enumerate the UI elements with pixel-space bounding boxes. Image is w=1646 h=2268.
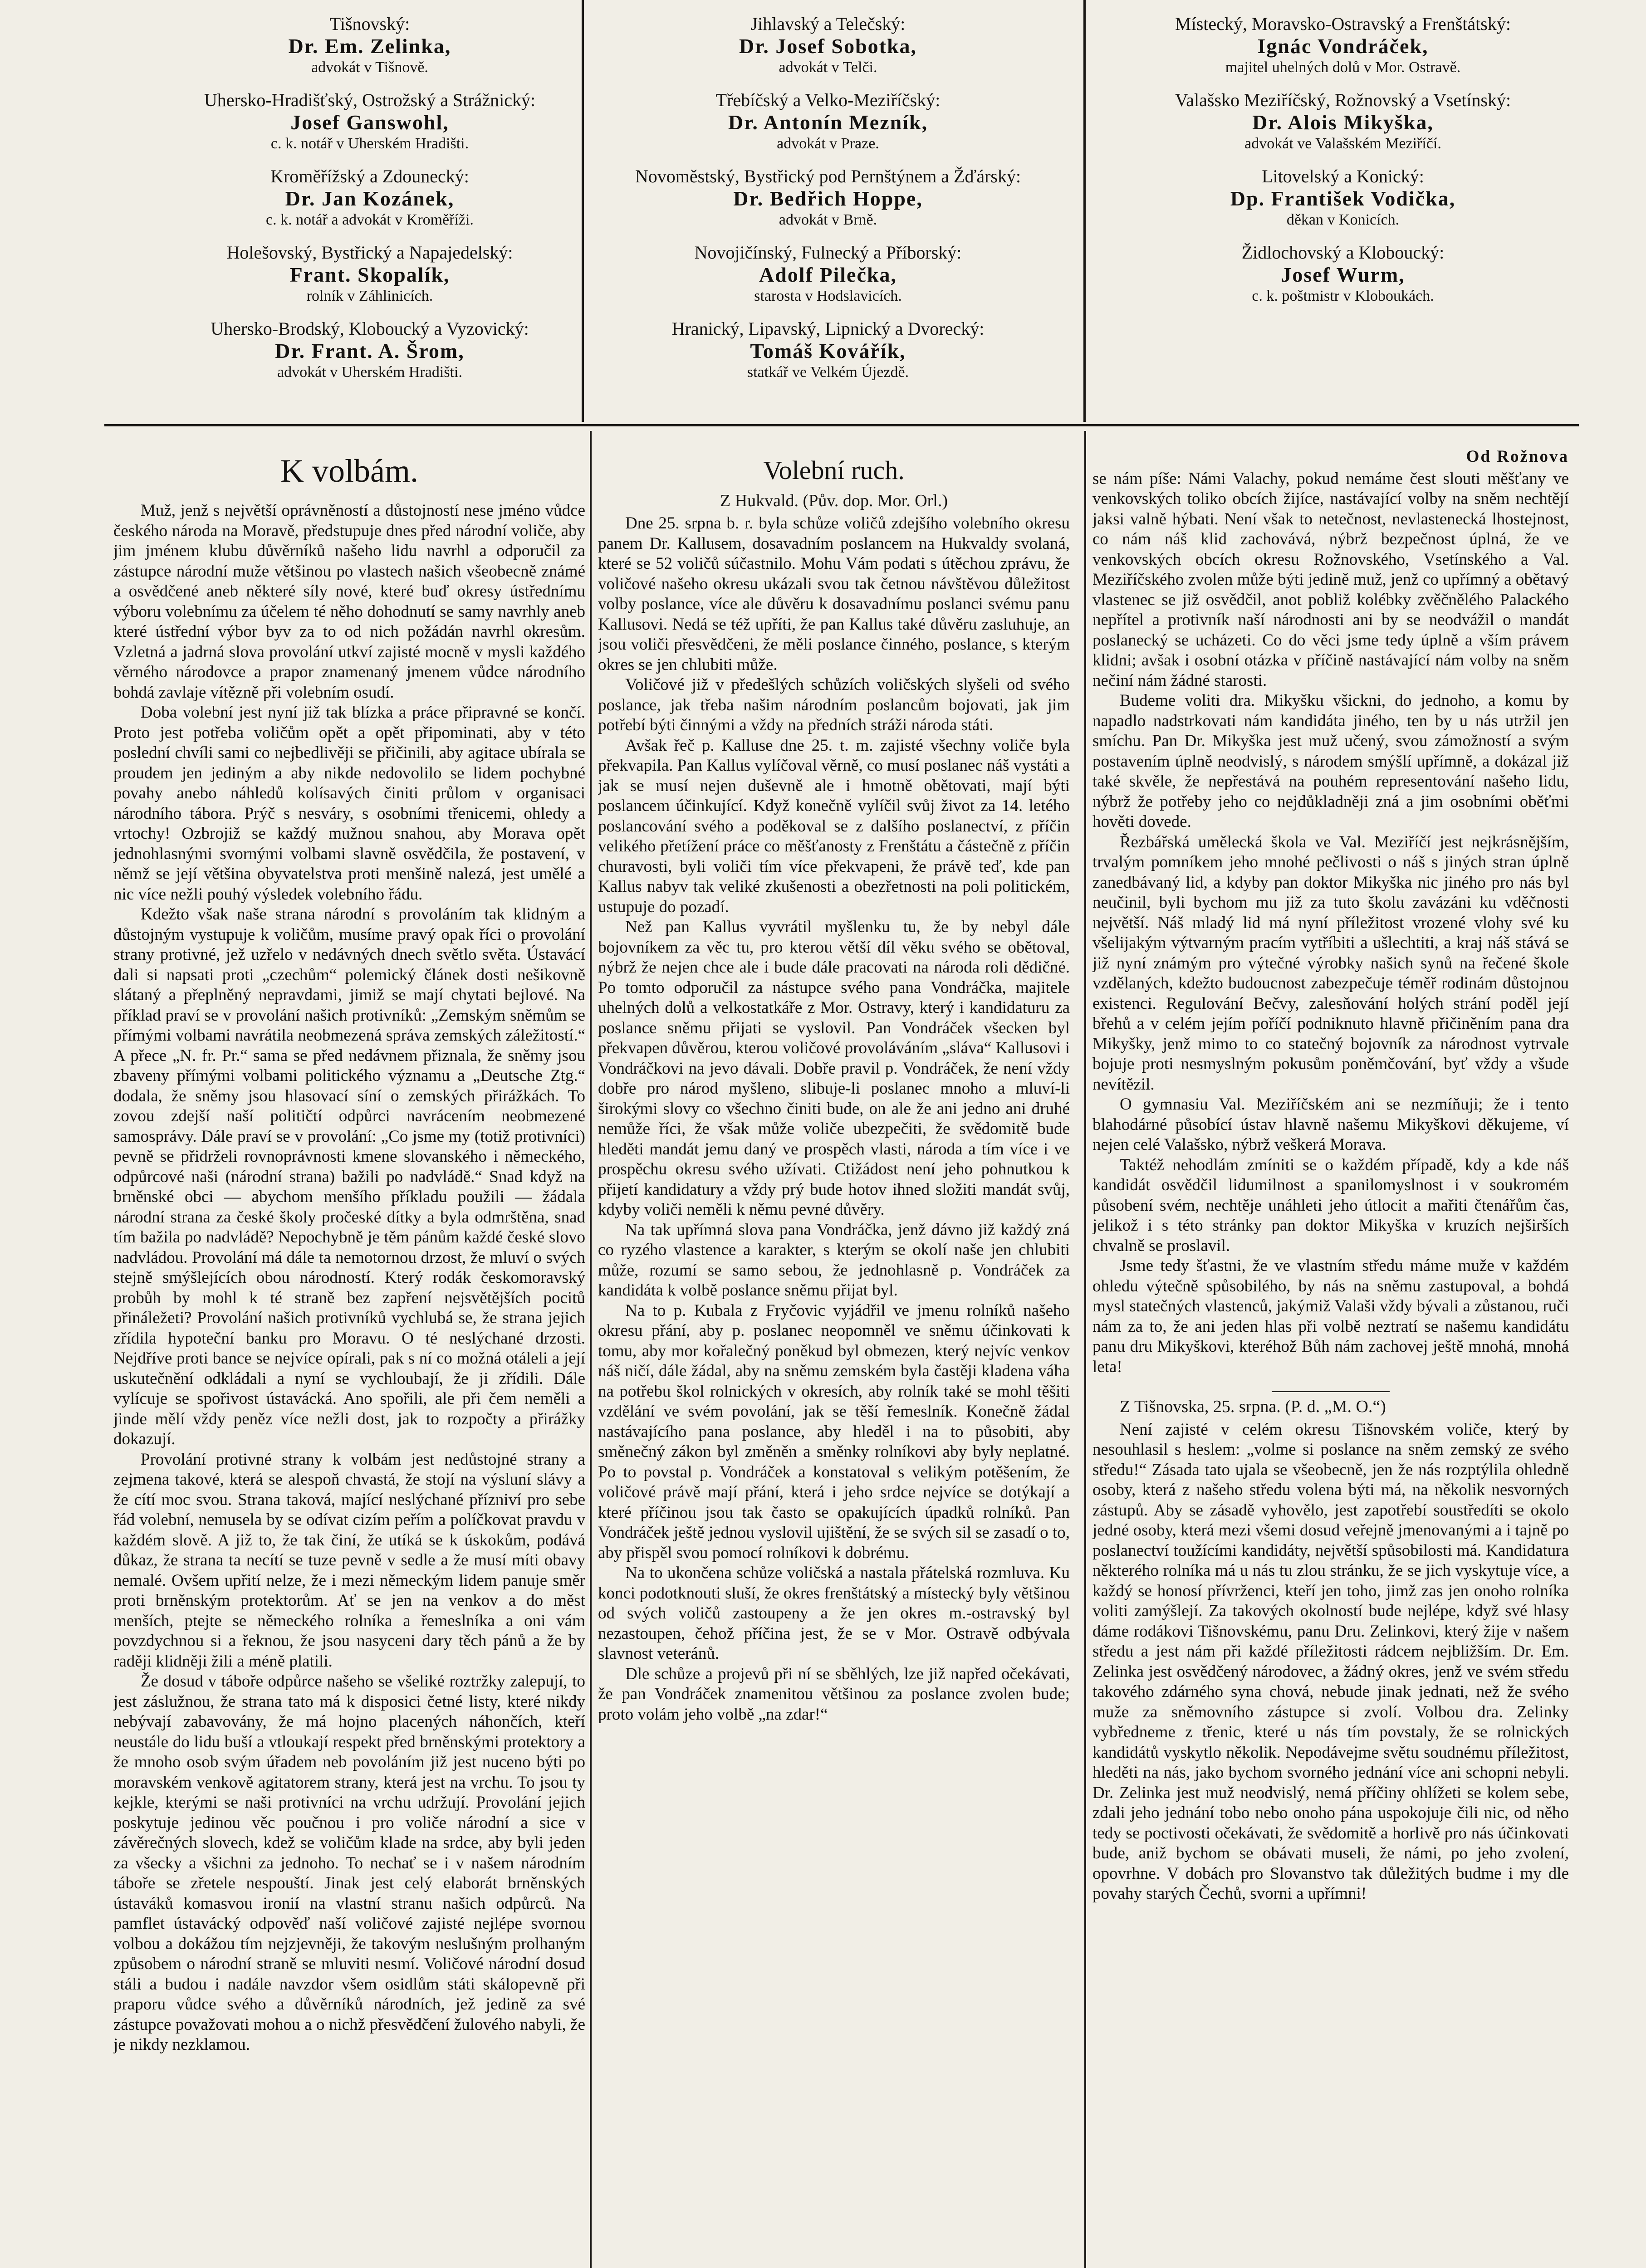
article-heading-k-volbam: K volbám. xyxy=(280,453,418,489)
article-paragraph: Řezbářská umělecká škola ve Val. Meziříčí jest nejkrásnějším, trvalým pomníkem jeho mnohé pečlivosti o náš s jiných stran úplně zanedbávaný lid, a kdyby pan doktor Mikyška nic jiného pro nás byl neučinil, byli bychom mu již za tuto školu zavázáni ku vděčnosti největší. Náš mladý lid má nyní příležitost vrozené vlohy své ku všelijakým výtvarným pracím vytříbiti a ušlechtiti, a kraj náš stává se již nyní známým pro výtečné výrobky našich synů na řečené škole vzdělaných, kdežto budoucnost zabezpečuje téměř rodinám důstojnou existenci. Regulování Bečvy, zalesňování holých strání poděl její břehů a v celém jejím poříčí podniknuto hlavně přičiněním pana dra Mikyšky, jenž mimo to co statečný bojovník za národnost vytrvale bojuje proti nesmyslným pokusům poněmčování, byť vždy a všude nevítězil. xyxy=(1092,832,1569,1094)
candidate-name: Dr. Bedřich Hoppe, xyxy=(733,186,923,210)
district-label: Tišnovský: xyxy=(329,14,410,34)
candidate-entry xyxy=(572,14,1084,76)
candidate-entry xyxy=(113,90,626,152)
candidate-entry xyxy=(1080,14,1606,76)
candidate-role: majitel uhelných dolů v Mor. Ostravě. xyxy=(1225,59,1461,76)
candidate-name: Dr. Frant. A. Šrom, xyxy=(275,339,465,362)
district-label: Litovelský a Konický: xyxy=(1262,166,1424,186)
candidate-role: statkář ve Velkém Újezdě. xyxy=(747,363,909,381)
candidate-role: advokát v Uherském Hradišti. xyxy=(277,363,462,381)
district-label: Uhersko-Brodský, Kloboucký a Vyzovický: xyxy=(211,318,529,339)
article-paragraph: Avšak řeč p. Kalluse dne 25. t. m. zajisté všechny voliče byla překvapila. Pan Kallus vylíčoval věrně, co musí poslanec náš vystáti a jak se musí nejen duševně ale i hmotně obětovati, mají býti poslancem účinkující. Když konečně vylíčil svůj život za 14. letého poslancování svého a poděkoval se z dalšího poslanectví, z příčin velikého přetížení práce co měšťanosty z Frenštátu a částečně z příčin churavosti, byli voliči tím více překvapeni, že právě teď, kde pan Kallus nabyv tak veliké zkušenosti a obezřetnosti na poli politickém, ustupuje do pozadí. xyxy=(598,736,1070,916)
candidate-name: Dr. Josef Sobotka, xyxy=(739,34,917,58)
district-label: Hranický, Lipavský, Lipnický a Dvorecký: xyxy=(671,318,985,339)
candidate-role: c. k. notář v Uherském Hradišti. xyxy=(270,135,469,152)
article-column-2 xyxy=(598,447,1070,2268)
article-paragraph: Taktéž nehodlám zmíniti se o každém případě, kdy a kde náš kandidát osvědčil lidumilnost a spanilomyslnost i v soukromém působení svém, nechtěje unáhleti jeho útlocit a mařiti čtenářům čas, jelikož i s této stránky pan doktor Mikyška v kruzích nejširších chvalně se proslavil. xyxy=(1092,1155,1569,1255)
article-paragraph: Budeme voliti dra. Mikyšku všickni, do jednoho, a komu by napadlo nadstrkovati nám kandidáta jiného, ten by u nás utržil jen smíchu. Pan Dr. Mikyška jest muž učený, svou zámožností a svým postavením úplně neodvislý, s národem smýšlí upřímně, a dokázal již také skvěle, že nepřestává na pouhém representování našeho lidu, nýbrž že potřeby jeho co nejdůkladněji zná a jim osobními oběťmi hověti dovede. xyxy=(1092,691,1569,831)
candidate-role: advokát v Brně. xyxy=(779,211,877,228)
candidate-name: Frant. Skopalík, xyxy=(289,263,450,286)
article-column-3 xyxy=(1092,447,1569,2268)
article-paragraph: Na to p. Kubala z Fryčovic vyjádřil ve jmenu rolníků našeho okresu přání, aby p. poslanec neopomněl ve sněmu účinkovati k tomu, aby mor kořalečný poněkud byl obmezen, který nejvíc venkov náš ničí, dále žádal, aby na sněmu zemském byla častěji kladena váha na potřebu škol rolnických v okresích, aby rolník také se mohl těšiti vzdělání ve svém povolání, jak se těší řemeslník. Konečně žádal nastávajícího pana poslance, aby hleděl i na to působiti, aby směnečný zákon byl změněn a směnky rolníkovi aby byly neplatné. Po to povstal p. Vondráček a konstatoval s velikým potěšením, že voličové právě mají přání, která i jeho srdce nejvíce se dotýkají a které příčinou jsou tak často se opakujících úpadků rolníků. Pan Vondráček ještě jednou vyslovil ujištění, že se svých sil se zasadí o to, aby přispěl svou pomocí rolníkovi k dobrému. xyxy=(598,1301,1070,1562)
candidate-role: c. k. poštmistr v Kloboukách. xyxy=(1252,287,1434,304)
dateline-tisnovsko: Z Tišnovska, 25. srpna. (P. d. „M. O.“) xyxy=(1120,1397,1386,1416)
candidate-entry xyxy=(1080,166,1606,229)
candidate-role: advokát v Telči. xyxy=(779,59,877,76)
district-label: Valašsko Meziříčský, Rožnovský a Vsetínský: xyxy=(1175,89,1511,110)
dateline-roznov: Od Rožnova xyxy=(1466,447,1569,466)
candidate-role: starosta v Hodslavicích. xyxy=(754,287,902,304)
article-paragraph: se nám píše: Námi Valachy, pokud nemáme čest slouti měšťany ve venkovských toliko obcích žijíce, nastávající volby na sněm nechtějí jaksi valně hýbati. Není však to netečnost, nevlastenecká lhostejnost, co nám náš klid zachovává, nýbrž bezpečnost úplná, že ve venkovských obcích okresu Rožnovského, Vsetínského a Val. Meziříčského zvolen může býti jedině muž, jenž co upřímný a obětavý vlastenec se již osvědčil, anot pobliž kolébky zvěčnělého Palackého nepřítel a protivník naší národnosti ani by se neodvážil o mandát poslanecký se ucházeti. Co do věci jsme tedy úplně a vším právem klidni; avšak i osobní otázka v příčině nastávající nám volby na sněm nečiní nám žádné starosti. xyxy=(1092,469,1569,690)
district-label: Místecký, Moravsko-Ostravský a Frenštátský: xyxy=(1175,14,1511,34)
header-bottom-rule xyxy=(104,424,1579,426)
candidate-column-3 xyxy=(1080,14,1606,318)
article-column-1 xyxy=(113,447,585,2268)
candidate-role: advokát v Praze. xyxy=(777,135,879,152)
candidate-entry xyxy=(113,166,626,229)
district-label: Holešovský, Bystřický a Napajedelský: xyxy=(226,242,513,263)
district-label: Jihlavský a Telečský: xyxy=(750,14,906,34)
candidate-name: Dr. Alois Mikyška, xyxy=(1252,110,1434,134)
candidate-name: Dr. Em. Zelinka, xyxy=(288,34,451,58)
candidate-entry xyxy=(1080,242,1606,305)
candidate-entry xyxy=(572,242,1084,305)
body-column-rule-1 xyxy=(590,431,592,2268)
candidate-name: Josef Wurm, xyxy=(1281,263,1405,286)
article-paragraph: Než pan Kallus vyvrátil myšlenku tu, že by nebyl dále bojovníkem za věc tu, pro kterou větší díl věku svého se obětoval, nýbrž že nejen chce ale i bude dále pracovati na národa roli dědičné. Po tomto odporučil za nástupce svého pana Vondráčka, majitele uhelných dolů a velkostatkáře z Mor. Ostravy, který i kandidaturu za poslance sněmu přijati se vyslovil. Pan Vondráček všecken byl překvapen důvěrou, kterou voličové provoláváním „sláva“ Kallusovi i Vondráčkovi na jevo dávali. Dobře pravil p. Vondráček, že není vždy dobře pro národ myšleno, slibuje-li poslanec mnoho a mluví-li širokými slovy co všechno činiti bude, on ale že ani jedno ani druhé nemůže říci, že však může voliče ubezpečiti, že svědomitě bude hleděti mandát jemu daný ve prospěch vlasti, národa a tím více i ve prospěchu okresu svého užívati. Ctižádost není jeho pohnutkou k přijetí kandidatury a vždy prý bude hotov ihned složiti mandát svůj, kdyby voliči neměli k němu pevné důvěry. xyxy=(598,918,1070,1219)
candidate-role: c. k. notář a advokát v Kroměříži. xyxy=(266,211,474,228)
candidate-column-2 xyxy=(572,14,1084,395)
candidate-entry xyxy=(113,242,626,305)
district-label: Kroměřížský a Zdounecký: xyxy=(270,166,469,186)
district-label: Židlochovský a Kloboucký: xyxy=(1241,242,1445,263)
article-paragraph: O gymnasiu Val. Meziříčském ani se nezmíňuji; že i tento blahodárné působící ústav hlavně našemu Mikyškovi děkujeme, ví nejen celé Valašsko, nýbrž veškerá Morava. xyxy=(1092,1095,1569,1154)
dateline-hukvaldy: Z Hukvald. (Pův. dop. Mor. Orl.) xyxy=(720,491,948,510)
district-label: Novoměstský, Bystřický pod Pernštýnem a Žďárský: xyxy=(635,166,1021,186)
candidate-name: Adolf Pilečka, xyxy=(759,263,897,286)
candidate-role: rolník v Záhlinicích. xyxy=(306,287,433,304)
candidate-column-1 xyxy=(113,14,626,395)
candidate-entry xyxy=(113,14,626,76)
candidate-name: Ignác Vondráček, xyxy=(1257,34,1429,58)
article-paragraph: Není zajisté v celém okresu Tišnovském voliče, který by nesouhlasil s heslem: „volme si poslance na sněm zemský ze svého středu!“ Zásada tato ujala se všeobecně, jen že nás rozptýlila ohledně osoby, která z našeho středu volena býti má, na několik nesvorných zástupů. Aby se zásadě vyhovělo, jest zapotřebí soustředíti se okolo jedné osoby, která mezi všemi dosud veřejně jmenovanými a i tajně po poslanectví toužícími kandidáty, největší spůsobilosti má. Kandidatura některého rolníka má u nás tu zlou stránku, že se jich vyskytuje více, a každý se honosí přívrženci, kteří jen toho, jimž zas jen onoho rolníka voliti zamýšlejí. Za takových okolností bude nejlépe, když své hlasy dáme rodákovi Tišnovskému, panu Dru. Zelinkovi, který žije v našem středu a jest nám při každé příležitosti rádcem nejbližším. Dr. Em. Zelinka jest osvědčený národovec, a žádný okres, jenž ve svém středu takového zdárného syna chová, nebude jinak jednati, než že svého muže za sněmovního zástupce si zvolí. Volbou dra. Zelinky vybředneme z třenic, které u nás tím povstaly, že se rolnických kandidátů vyskytlo několik. Nepodávejme světu soudnému příležitost, hleděti na nás, jako bychom svorného jednání více ani schopni nebyli. Dr. Zelinka jest muž neodvislý, nemá příčiny ohlížeti se kolem sebe, zdali jeho jednání tobo nebo onoho pána uspokojuje čili nic, od něho tedy se poctivosti očekávati, že svědomitě a horlivě pro nás účinkovati bude, aniž bychom se obávati museli, že námi, po jeho zvolení, opovrhne. V dobách pro Slovanstvo tak důležitých budme i my dle povahy starých Čechů, svorni a upřímni! xyxy=(1092,1420,1569,1903)
article-paragraph: Jsme tedy šťastni, že ve vlastním středu máme muže v každém ohledu výtečně spůsobilého, by nás na sněmu zastupoval, a bohdá mysl statečných vlastenců, jakýmiž Valaši vždy bývali a zůstanou, ruči nám za to, že ani jeden hlas při volbě neztratí se našemu kandidátu panu dru Mikyškovi, kteréhož Bůh nám zachovej ještě mnohá, mnohá leta! xyxy=(1092,1256,1569,1376)
article-paragraph: Že dosud v táboře odpůrce našeho se všeliké roztržky zalepují, to jest záslužnou, že strana tato má k disposici četné listy, které nikdy nebývají zabavovány, že má hojno placených náhončích, kteří neustále do lidu buší a vtloukají respekt před brněnskými protektory a že mnoho osob svým úřadem neb povoláním již jest nuceno býti po moravském venkově agitatorem strany, která jest na vrchu. To jsou ty kejkle, kterými se naši protivníci na vrchu udržují. Provolání jejich poskytuje jedinou věc poučnou i pro voliče národní a sice v závěrečných slovech, kdež se voličům klade na srdce, aby byli jeden za všecky a všichni za jednoho. To nechať se i v našem národním táboře se zřetele nespouští. Jinak jest celý elaborát brněnských ústaváků komasvou ironií na vlastní stranu našich odpůrců. Na pamflet ústavácký odpověď naší voličové zajisté nejlépe svornou volbou a dokážou tím nejzjevněji, že takovým neslušným prolhaným způsobem o národní straně se mluviti nesmí. Voličové národní dosud stáli a budou i nadále navzdor všem osidlům státi skálopevně při praporu vůdce svého a důvěrníků národních, jež jedině za své zástupce považovati mohou a o nichž přesvědčení žulového nabyli, že je nikdy nezklamou. xyxy=(113,1672,585,2054)
article-paragraph: Dne 25. srpna b. r. byla schůze voličů zdejšího volebního okresu panem Dr. Kallusem, dosavadním poslancem na Hukvaldy svolaná, které se 52 voličů súčastnilo. Mohu Vám podati s útěchou zprávu, že voličové našeho okresu ukázali svou tak četnou návštěvou důležitost volby poslance, více ale důvěru k dosavadnímu poslanci svému panu Kallusovi. Nedá se též upříti, že pan Kallus také důvěru zasluhuje, an jsou voliči přesvědčeni, že měli poslance činného, poslance, s kterým okres se jen chlubiti může. xyxy=(598,514,1070,674)
candidate-role: advokát ve Valašském Meziříčí. xyxy=(1244,135,1441,152)
candidate-entry xyxy=(1080,90,1606,152)
district-label: Novojičínský, Fulnecký a Příborský: xyxy=(694,242,962,263)
article-heading-volebni-ruch: Volební ruch. xyxy=(763,455,905,485)
article-paragraph: Kdežto však naše strana národní s provoláním tak klidným a důstojným vystupuje k voličům, musíme pravý opak říci o provolání strany protivné, jež uzřelo v nedávných dnech světlo světa. Ústavácí dali si napsati proti „czechům“ polemický článek dosti nešikovně slátaný a přeplněný nepravdami, jimiž se mají chytati bejlové. Na příklad praví se v provolání našich protivníků: „Zemským sněmům se přímými volbami navrátila neobmezená správa zemských záležitostí.“ A přece „N. fr. Pr.“ sama se před nedávnem přiznala, že sněmy jsou zbaveny přímými volbami politického významu a „Deutsche Ztg.“ dodala, že sněmy jsou hlasovací síní o zemských přirážkách. To zovou zdejší naší političtí odpůrci navrácením neobmezené samosprávy. Dále praví se v provolání: „Co jsme my (totiž protivníci) pevně se přidrželi rovnoprávnosti kmene slovanského i německého, odpůrcové naši (národní strana) bažili po nadvládě.“ Snad když na brněnské obci — abychom menšího příkladu použili — žádala národní strana za české školy pročeské dítky a byla odmrštěna, snad tím bažila po nadvládě? Nepochybně je těm pánům každé české slovo nadvládou. Provolání má dále ta nemotornou drzost, že mluví o svých stejně smýšlejících obou národností. Který rodák českomoravský probůh by mohl k té straně bez zapření nejsvětějších pocitů přináležeti? Provolání našich protivníků vychlubá se, že strana jejich zřídila hypoteční banku pro Moravu. O té neslýchané drzosti. Nejdříve proti bance se nejvíce opírali, pak s ní co možná otáleli a její uskutečnění odkládali a nyní se vychloubají, že ji zřídili. Dále vylícuje se spořivost ústavácká. Ano spořili, ale při čem neměli a jinde mělí vždy peněz více nežli dost, jak to rozpočty a přirážky dokazují. xyxy=(113,905,585,1449)
article-paragraph: Provolání protivné strany k volbám jest nedůstojné strany a zejmena takové, která se alespoň chvastá, že stojí na výsluní slávy a že cítí moc svou. Strana taková, mající neslýchané přízniví pro sebe řád volební, nemusela by se odívat cizím peřím a políčkovat pravdu v každém slově. A již to, že tak činí, že utíká se k úskokům, podává důkaz, že strana ta necítí se tuze pevně v sedle a že musí míti obavy nemalé. Ovšem upřití nelze, že i mezi německým lidem panuje směr proti brněnským protektorům. Ať se jen na venkov a do měst menších, ptejte se německého rolníka a řemeslníka a oni vám povzdychnou si a řeknou, že jsou nasyceni dary těch pánů a že by raději klidněji žili a méně platili. xyxy=(113,1450,585,1671)
candidate-role: děkan v Konicích. xyxy=(1286,211,1400,228)
candidate-entry xyxy=(572,90,1084,152)
candidate-entry xyxy=(572,166,1084,229)
article-paragraph: Na tak upřímná slova pana Vondráčka, jenž dávno již každý zná co ryzého vlastence a karakter, s kterým se okolí naše jen chlubiti může, rozumí se samo sebou, že jednohlasně p. Vondráček za kandidáta k volbě poslance sněmu přijat byl. xyxy=(598,1220,1070,1300)
body-column-rule-2 xyxy=(1084,431,1086,2268)
section-divider xyxy=(1272,1391,1390,1392)
district-label: Uhersko-Hradišťský, Ostrožský a Strážnický: xyxy=(204,89,536,110)
article-paragraph: Na to ukončena schůze voličská a nastala přátelská rozmluva. Ku konci podotknouti sluší, že okres frenštátský a místecký byly většinou od svých voličů zastoupeny a že jen okres m.-ostravský byl nezastoupen, čehož příčina jest, že se v Mor. Ostravě odbývala slavnost veteránů. xyxy=(598,1564,1070,1663)
candidate-entry xyxy=(572,318,1084,381)
candidate-name: Tomáš Kovářík, xyxy=(750,339,906,362)
article-paragraph: Dle schůze a projevů při ní se sběhlých, lze již napřed očekávati, že pan Vondráček znamenitou většinou za poslance zvolen bude; proto volám jeho volbě „na zdar!“ xyxy=(598,1664,1070,1724)
candidate-name: Dr. Jan Kozánek, xyxy=(285,186,455,210)
candidate-name: Dr. Antonín Mezník, xyxy=(728,110,928,134)
candidate-role: advokát v Tišnově. xyxy=(311,59,428,76)
district-label: Třebíčský a Velko-Meziříčský: xyxy=(715,89,941,110)
candidate-name: Dp. František Vodička, xyxy=(1230,186,1456,210)
candidate-entry xyxy=(113,318,626,381)
article-paragraph: Doba volební jest nyní již tak blízka a práce připravné se končí. Proto jest potřeba voličům opět a opět připominati, aby v této poslední chvíli sami co nejbedlivěji se přičinili, aby agitace ubírala se proudem jen jediným a aby nikde nedovolilo se lidem pochybné povahy anebo náhledů kolísavých činiti průlom v organisaci národního tábora. Prýč s nesváry, s osobními třenicemi, ohledy a vrtochy! Ozbrojiž se každý mužnou snahou, aby Morava opět jednohlasnými svornými volbami slavně osvědčila, že postavení, v němž se její většina obyvatelstva proti menšině nalezá, jest umělé a nic více nežli pouhý výsledek volebního řádu. xyxy=(113,703,585,904)
article-paragraph: Voličové již v předešlých schůzích voličských slyšeli od svého poslance, jak třeba našim národním poslancům bojovati, jak jim potřebí býti činnými a vždy na předních stráži národa státi. xyxy=(598,675,1070,734)
candidate-name: Josef Ganswohl, xyxy=(290,110,449,134)
article-paragraph: Muž, jenž s největší oprávněností a důstojností nese jméno vůdce českého národa na Moravě, předstupuje dnes před národní voliče, aby jim jménem klubu důvěrníků našeho lidu navrhl a odporučil za zástupce národní muže většinou po vlastech našich všeobecně známé a osvědčené aneb některé síly nové, které buď okresy ústřednímu výboru volebnímu za účelem té něho dohodnutí se samy navrhly aneb které ústřední výbor byv za to od nich požádán navrhl okresům. Vzletná a jadrná slova provolání utkví zajisté mocně v mysli každého věrného národovce a prapor znamenaný jmenem vůdce národního bohdá zavlaje vítězně při volebním osudí. xyxy=(113,501,585,702)
